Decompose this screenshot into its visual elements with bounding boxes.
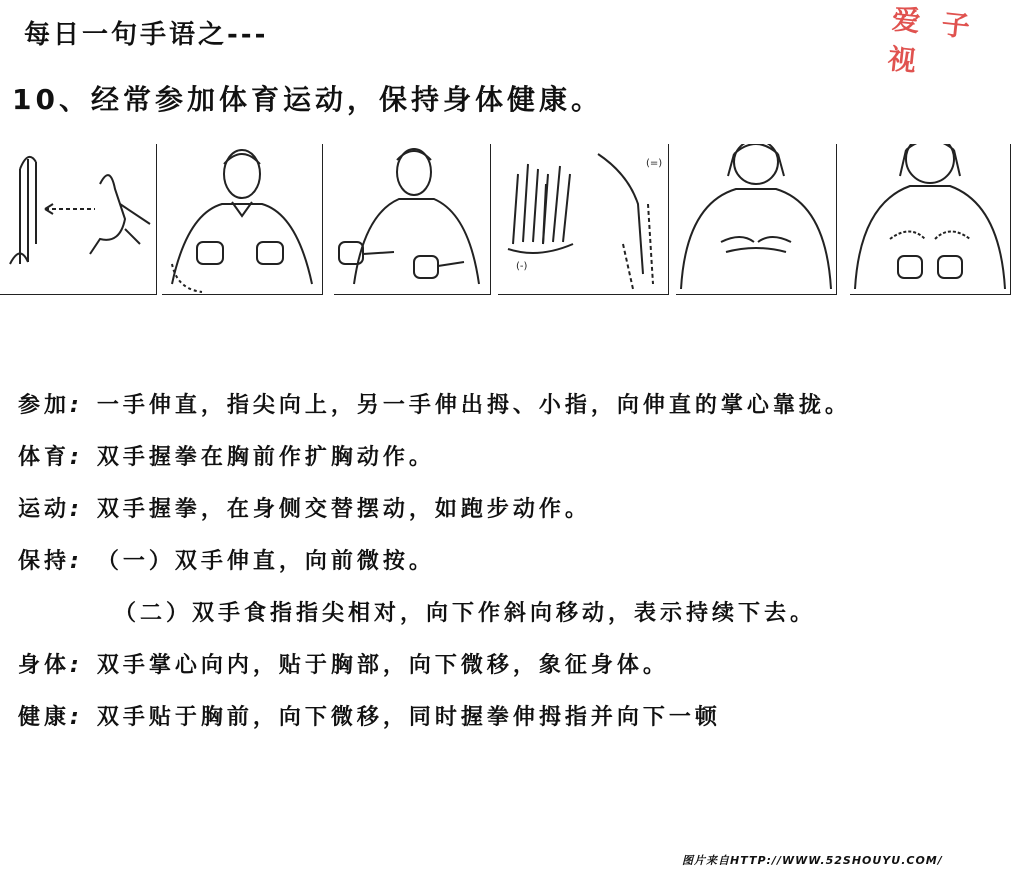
- definition-term: 健康: [18, 705, 71, 730]
- definition-colon: :: [70, 393, 83, 418]
- definition-text: 一手伸直，指尖向上，另一手伸出拇、小指，向伸直的掌心靠拢。: [96, 393, 851, 418]
- illustration-panel-4: [498, 144, 669, 295]
- woman-fists-at-chest-icon: [850, 144, 1010, 294]
- definition-text: 双手握拳在胸前作扩胸动作。: [96, 445, 435, 470]
- definition-term: 身体: [18, 653, 71, 678]
- definition-text: （一）双手伸直，向前微按。: [96, 549, 435, 574]
- definition-row: [18, 544, 1008, 596]
- hand-sign-straight-hand-and-thumb-pinky-icon: [0, 144, 156, 294]
- woman-hands-at-chest-icon: [676, 144, 836, 294]
- definition-text: （二）双手食指指尖相对，向下作斜向移动，表示持续下去。: [114, 601, 817, 626]
- illustration-panel-2: [162, 144, 323, 295]
- definition-colon: :: [70, 549, 83, 574]
- definition-term: 运动: [18, 497, 71, 522]
- illustration-panel-5: [676, 144, 837, 295]
- definition-row: [18, 596, 1008, 648]
- definition-text: 双手掌心向内，贴于胸部，向下微移，象征身体。: [96, 653, 669, 678]
- hands-press-forward-and-index-fingers-down-icon: [498, 144, 668, 294]
- illustration-panel-3: [334, 144, 491, 295]
- watermark-stamp: 爱 子 视: [886, 2, 978, 79]
- definition-row: [18, 492, 1008, 544]
- definition-row: [18, 648, 1008, 700]
- definition-colon: :: [70, 653, 83, 678]
- definition-colon: :: [70, 705, 83, 730]
- person-fists-at-chest-icon: [162, 144, 322, 294]
- illustration-panel-1: [0, 144, 157, 295]
- person-fists-at-side-icon: [334, 144, 490, 294]
- definition-row: [18, 700, 1008, 752]
- definition-text: 双手贴于胸前，向下微移，同时握拳伸拇指并向下一顿: [96, 705, 721, 730]
- definition-colon: :: [70, 445, 83, 470]
- definition-colon: :: [70, 497, 83, 522]
- svg-text:(=): (=): [646, 158, 663, 169]
- header-title: 每日一句手语之---: [24, 20, 269, 50]
- definition-row: [18, 440, 1008, 492]
- definition-term: 保持: [18, 549, 71, 574]
- svg-text:(-): (-): [516, 261, 528, 272]
- image-source-credit: 图片来自HTTP://WWW.52SHOUYU.COM/: [682, 854, 943, 867]
- definition-text: 双手握拳，在身侧交替摆动，如跑步动作。: [96, 497, 591, 522]
- definition-row: [18, 388, 1008, 440]
- definition-term: 体育: [18, 445, 71, 470]
- definition-term: 参加: [18, 393, 71, 418]
- lesson-subtitle: 10、经常参加体育运动，保持身体健康。: [12, 83, 603, 116]
- sign-definitions: [18, 388, 1008, 752]
- illustration-panel-6: [850, 144, 1011, 295]
